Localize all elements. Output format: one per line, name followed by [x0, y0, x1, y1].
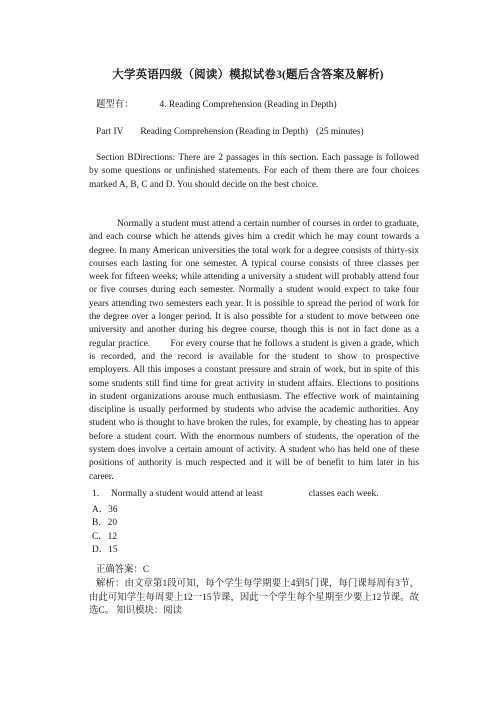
question-stem-before: Normally a student would attend at least: [111, 489, 263, 499]
option-a: A．36: [92, 505, 118, 515]
correct-answer: [96, 561, 149, 575]
part-title: Reading Comprehension (Reading in Depth): [140, 127, 309, 137]
question-type-label: 题型有：: [96, 100, 134, 110]
question-type-line: [96, 99, 337, 112]
reading-passage: Normally a student must attend a certain number of courses in order to graduate, and each course which he attends gives him a credit which he may count towards a degree. In many American universities the total work for a degree consists of thirty-six courses each lasting for one semester. A typical course consists of three classes per week for fifteen weeks; while attending a university a student will probably attend four or five courses during each semester. Normally a student would expect to take four years attending two semesters each year. It is possible to spread the period of work for the degree over a longer period. It is also possible for a student to move between one university and another during his degree course, though this is not in fact done as a regular practice. For every course that he follows a student is given a grade, which is recorded, and the record is available for the student to show to prospective employers. All this imposes a constant pressure and strain of work, but in spite of this some students still find time for great activity in student affairs. Elections to positions in student organizations arouse much enthusiasm. The effective work of maintaining discipline is usually performed by students who advise the academic authorities. Any student who is thought to have broken the rules, for example, by cheating has to appear before a student court. With the enormous numbers of students, the operation of the system does involve a certain amount of activity. A student who has held one of these positions of authority is much respected and it will be of benefit to him later in his career.: [89, 219, 419, 482]
question-stem-after: classes each week.: [308, 489, 379, 499]
section-directions: Section BDirections: There are 2 passages in this section. Each passage is followed by some questions or unfinished statements. For each of them there are four choices marked A, B, C and D. You should decide on the best choice.: [89, 153, 419, 190]
correct-answer-label: 正确答案：: [96, 565, 143, 575]
part-time: (25 minutes): [316, 127, 364, 137]
part-label: Part IV: [96, 127, 124, 137]
option-d: D．15: [92, 545, 118, 556]
question-number: 1.: [92, 489, 100, 499]
answer-explanation: 解析：由文章第1段可知，每个学生每学期要上4到5门课，每门课每周有3节，由此可知学生每周要上12一15节课，因此一个学生每个星期至少要上12节课。故选C。 知识模块：阅读: [89, 579, 419, 617]
answer-options: [92, 504, 118, 558]
question-1: [92, 488, 379, 501]
option-c: C．12: [92, 531, 118, 542]
correct-answer-value: C: [142, 565, 150, 575]
part-heading: [96, 126, 364, 139]
document-title: 大学英语四级（阅读）模拟试卷3(题后含答案及解析): [112, 69, 384, 81]
option-b: B．20: [92, 518, 118, 529]
question-type-value: 4. Reading Comprehension (Reading in Depth): [159, 100, 337, 110]
